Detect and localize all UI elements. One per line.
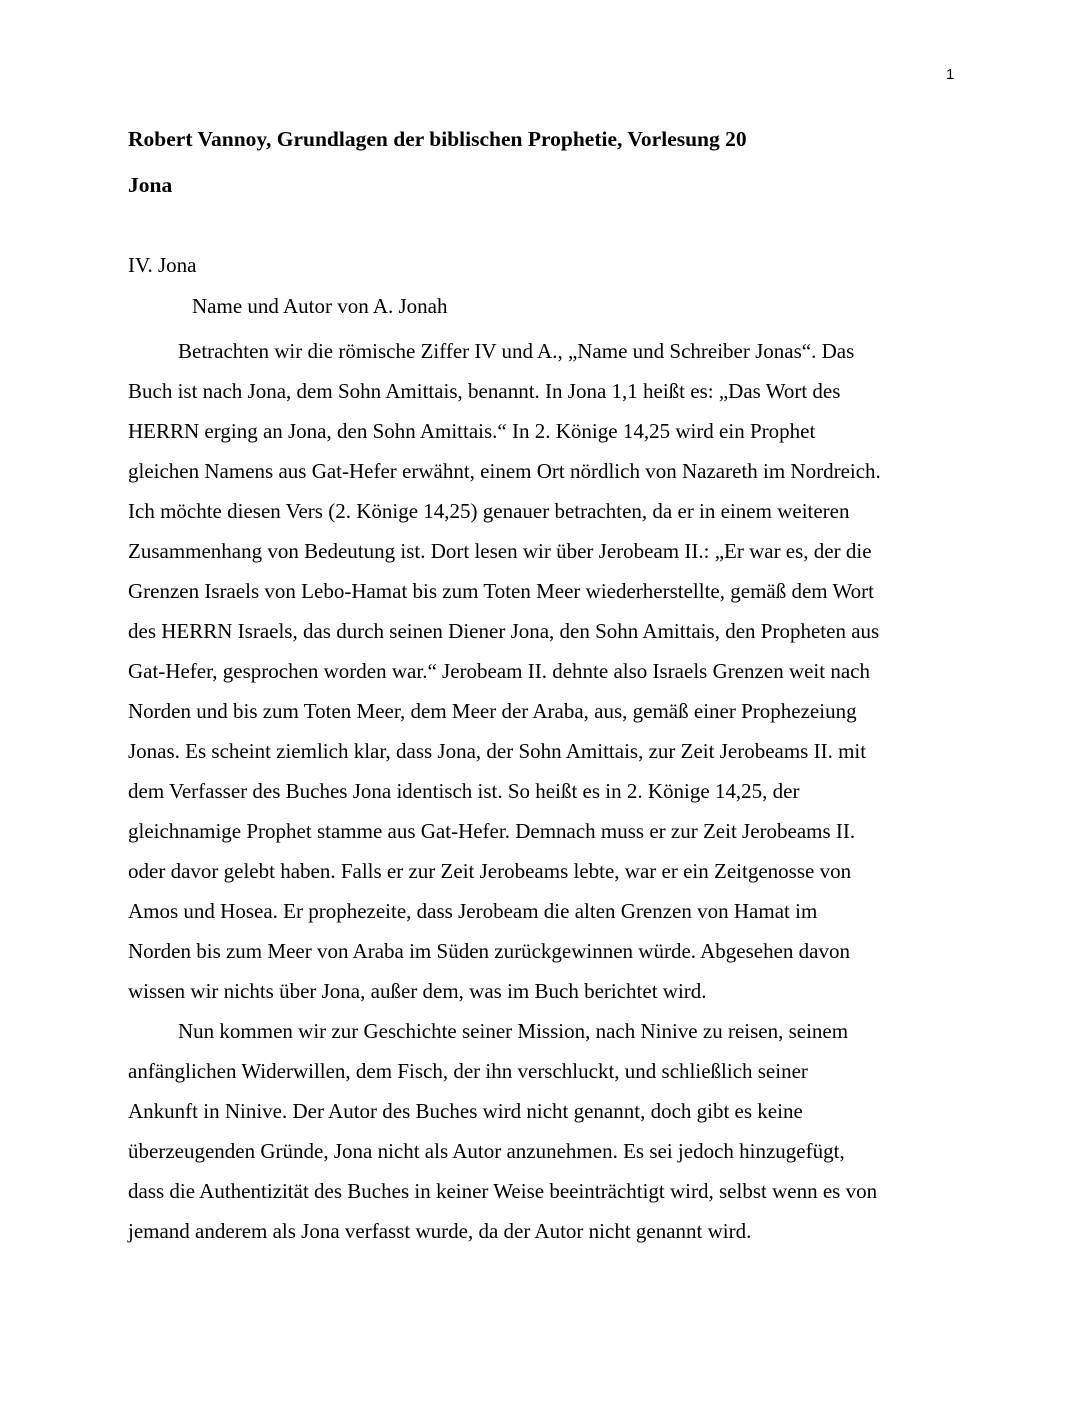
text-line: Betrachten wir die römische Ziffer IV und A., „Name und Schreiber Jonas“. Das — [178, 339, 855, 363]
text-line: dass die Authentizität des Buches in keiner Weise beeinträchtigt wird, selbst wenn es von — [128, 1179, 878, 1203]
text-line: Ankunft in Ninive. Der Autor des Buches wird nicht genannt, doch gibt es keine — [128, 1099, 803, 1123]
section-heading: IV. Jona — [128, 253, 197, 277]
text-line: überzeugenden Gründe, Jona nicht als Autor anzunehmen. Es sei jedoch hinzugefügt, — [128, 1139, 845, 1163]
text-line: Ich möchte diesen Vers (2. Könige 14,25) genauer betrachten, da er in einem weiteren — [128, 499, 850, 523]
text-line: jemand anderem als Jona verfasst wurde, da der Autor nicht genannt wird. — [128, 1219, 752, 1243]
text-line: Norden und bis zum Toten Meer, dem Meer der Araba, aus, gemäß einer Prophezeiung — [128, 699, 857, 723]
subsection-heading: Name und Autor von A. Jonah — [192, 294, 448, 318]
text-line: Jonas. Es scheint ziemlich klar, dass Jona, der Sohn Amittais, zur Zeit Jerobeams II. mit — [128, 739, 867, 763]
text-line: Buch ist nach Jona, dem Sohn Amittais, benannt. In Jona 1,1 heißt es: „Das Wort des — [128, 379, 841, 403]
text-line: Grenzen Israels von Lebo-Hamat bis zum Toten Meer wiederherstellte, gemäß dem Wort — [128, 579, 874, 603]
body-text — [128, 331, 968, 1251]
text-line: gleichen Namens aus Gat-Hefer erwähnt, einem Ort nördlich von Nazareth im Nordreich. — [128, 459, 881, 483]
document-subtitle: Jona — [128, 173, 173, 197]
paragraph-1 — [128, 331, 968, 1011]
text-line: Gat-Hefer, gesprochen worden war.“ Jerobeam II. dehnte also Israels Grenzen weit nach — [128, 659, 870, 683]
text-line: Zusammenhang von Bedeutung ist. Dort lesen wir über Jerobeam II.: „Er war es, der die — [128, 539, 872, 563]
text-line: des HERRN Israels, das durch seinen Diener Jona, den Sohn Amittais, den Propheten aus — [128, 619, 880, 643]
text-line: wissen wir nichts über Jona, außer dem, was im Buch berichtet wird. — [128, 979, 707, 1003]
document-title: Robert Vannoy, Grundlagen der biblischen Prophetie, Vorlesung 20 — [128, 127, 747, 151]
text-line: gleichnamige Prophet stamme aus Gat-Hefer. Demnach muss er zur Zeit Jerobeams II. — [128, 819, 856, 843]
text-line: Nun kommen wir zur Geschichte seiner Mission, nach Ninive zu reisen, seinem — [178, 1019, 849, 1043]
text-line: oder davor gelebt haben. Falls er zur Zeit Jerobeams lebte, war er ein Zeitgenosse von — [128, 859, 852, 883]
page-number: 1 — [946, 66, 955, 83]
text-line: Norden bis zum Meer von Araba im Süden zurückgewinnen würde. Abgesehen davon — [128, 939, 850, 963]
paragraph-2 — [128, 1011, 968, 1251]
text-line: anfänglichen Widerwillen, dem Fisch, der ihn verschluckt, und schließlich seiner — [128, 1059, 808, 1083]
text-line: Amos und Hosea. Er prophezeite, dass Jerobeam die alten Grenzen von Hamat im — [128, 899, 818, 923]
text-line: HERRN erging an Jona, den Sohn Amittais.“ In 2. Könige 14,25 wird ein Prophet — [128, 419, 816, 443]
text-line: dem Verfasser des Buches Jona identisch ist. So heißt es in 2. Könige 14,25, der — [128, 779, 800, 803]
